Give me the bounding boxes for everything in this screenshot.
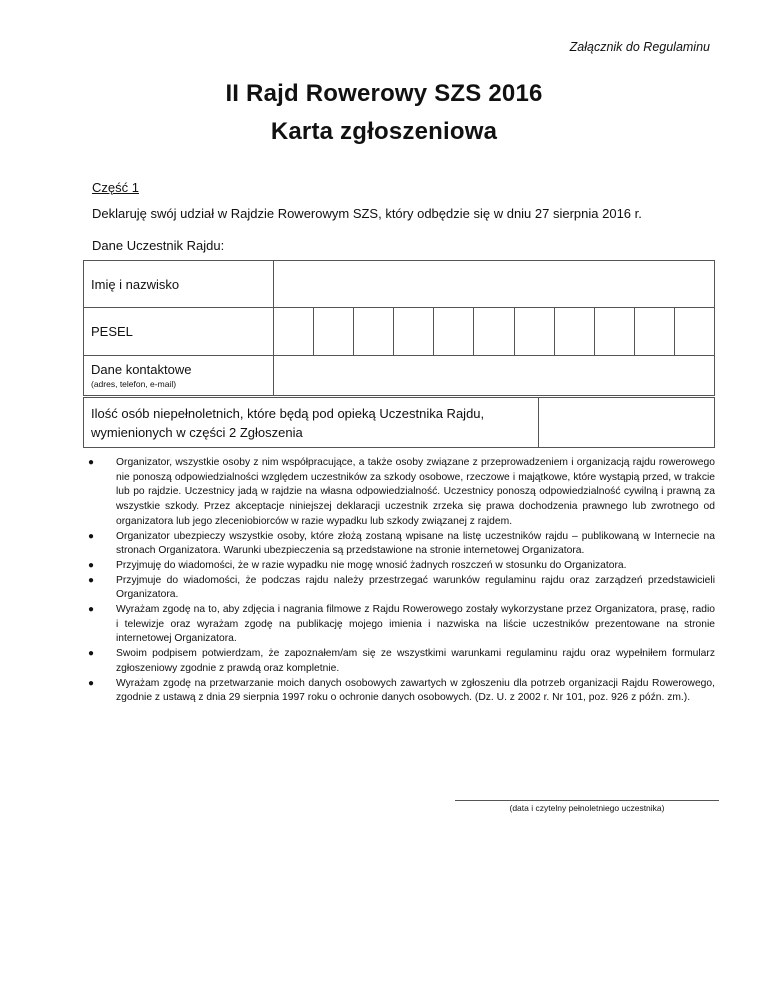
declaration-text: Deklaruję swój udział w Rajdzie Rowerowym SZS, który odbędzie się w dniu 27 sierpnia 2016 r.: [92, 206, 642, 221]
rule-item: ● Przyjmuję do wiadomości, że w razie wypadku nie mogę wnosić żadnych roszczeń w stosunku do Organizatora.: [88, 559, 715, 574]
document-subtitle: Karta zgłoszeniowa: [270, 118, 498, 145]
contact-field[interactable]: [274, 356, 715, 396]
rules-list: [88, 456, 715, 706]
pesel-digit-cell[interactable]: [635, 308, 675, 355]
rule-item: ● Wyrażam zgodę na to, aby zdjęcia i nagrania filmowe z Rajdu Rowerowego zostały wykorzystane przez Organizatora, prasę, radio i telewizje oraz wyrażam zgodę na publikację mojego imienia i nazwiska na liście uczestników prezentowane na stronie internetowej Organizatora.: [88, 604, 715, 645]
part-heading: Część 1: [92, 180, 139, 195]
pesel-digit-cell[interactable]: [515, 308, 555, 355]
pesel-label: PESEL: [84, 308, 274, 356]
pesel-digit-cell[interactable]: [474, 308, 514, 355]
bullet-icon: ●: [88, 648, 95, 660]
rule-item: ● Swoim podpisem potwierdzam, że zapoznałem/am się ze wszystkimi warunkami regulaminu rajdu oraz wypełniłem formularz zgłoszeniowy zgodnie z prawdą oraz kompletnie.: [88, 648, 715, 674]
minors-table: [83, 397, 715, 448]
pesel-digit-cell[interactable]: [394, 308, 434, 355]
bullet-icon: ●: [88, 677, 95, 689]
pesel-digit-cell[interactable]: [354, 308, 394, 355]
name-label: Imię i nazwisko: [84, 261, 274, 308]
bullet-icon: ●: [88, 457, 95, 468]
rule-item: ● Wyrażam zgodę na przetwarzanie moich danych osobowych zawartych w zgłoszeniu dla potrzeb organizacji Rajdu Rowerowego, zgodnie z ustawą z dnia 29 sierpnia 1997 roku o ochronie danych osobowych. (Dz. U. z 2002 r. Nr 101, poz. 926 z późn. zm.).: [88, 677, 715, 704]
contact-hint: (adres, telefon, e-mail): [91, 379, 177, 389]
document-title: II Rajd Rowerowy SZS 2016: [225, 80, 543, 107]
name-field[interactable]: [274, 261, 715, 308]
pesel-digit-cell[interactable]: [555, 308, 595, 355]
bullet-icon: ●: [88, 574, 95, 586]
pesel-digit-cell[interactable]: [595, 308, 635, 355]
minors-count-field[interactable]: [539, 398, 715, 448]
pesel-digit-cell[interactable]: [675, 308, 714, 355]
rule-item: ● Organizator ubezpieczy wszystkie osoby, które złożą zostaną wpisane na listę uczestników rajdu – publikowaną w Internecie na stronach Organizatora. Warunki ubezpieczenia są przedstawione na stronie internetowej Organizatora.: [88, 530, 715, 557]
signature-line[interactable]: [455, 800, 719, 801]
participant-label: Dane Uczestnik Rajdu:: [92, 238, 225, 253]
annex-note: Załącznik do Regulaminu: [569, 40, 710, 54]
pesel-digit-cell[interactable]: [274, 308, 314, 355]
pesel-digit-cell[interactable]: [314, 308, 354, 355]
rule-item: ● Organizator, wszystkie osoby z nim współpracujące, a także osoby związane z przeprowadzeniem i organizacją rajdu rowerowego nie ponoszą odpowiedzialności względem uczestników za szkody osobowe, rzeczowe i majątkowe, które wystąpią przed, w trakcie lub po rajdzie. Uczestnicy jadą w rajdzie na własna odpowiedzialność. Uczestnicy ponoszą odpowiedzialność cywilną i prawną za wszystkie szkody. Przez akceptacje niniejszej deklaracji uczestnik zrzeka się prawa dochodzenia prawnego lub zwrotnego od organizatora lub jego zleceniobiorców w razie wypadku lub szkody związanej z rajdem.: [88, 457, 715, 527]
bullet-icon: ●: [88, 530, 95, 542]
participant-form: [83, 260, 715, 396]
signature-caption: (data i czytelny pełnoletniego uczestnika): [509, 803, 665, 813]
contact-label: Dane kontaktowe (adres, telefon, e-mail): [84, 356, 274, 396]
rule-item: ● Przyjmuje do wiadomości, że podczas rajdu należy przestrzegać warunków regulaminu rajdu oraz zarządzeń przedstawicieli Organizatora.: [88, 574, 715, 601]
bullet-icon: ●: [88, 559, 95, 571]
minors-label: Ilość osób niepełnoletnich, które będą pod opieką Uczestnika Rajdu, wymienionych w części 2 Zgłoszenia: [84, 398, 539, 448]
pesel-field[interactable]: [274, 308, 715, 356]
bullet-icon: ●: [88, 604, 95, 616]
pesel-digit-cell[interactable]: [434, 308, 474, 355]
